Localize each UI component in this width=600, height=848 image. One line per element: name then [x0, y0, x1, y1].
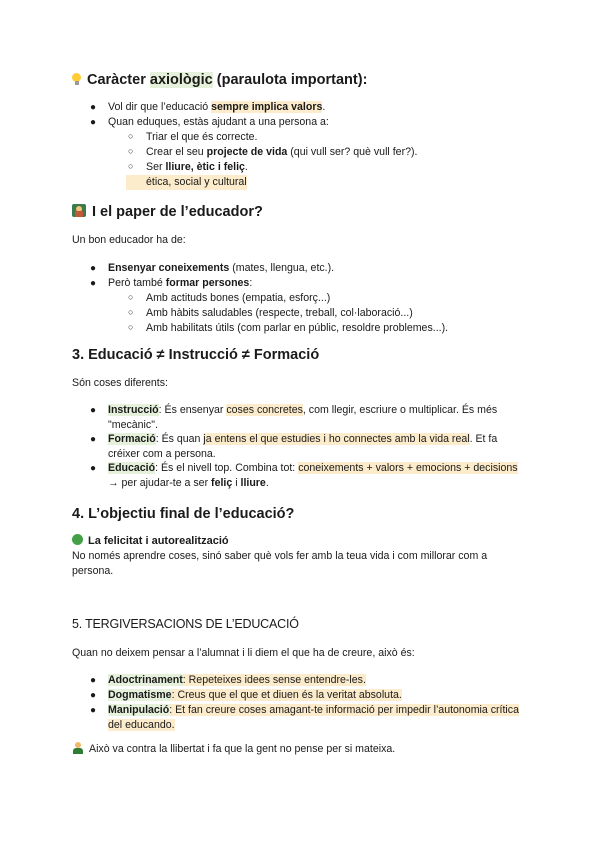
- sub-list-item: Triar el que és correcte.: [146, 131, 258, 143]
- bullet: ●: [90, 278, 97, 289]
- circle-bullet: ○: [128, 161, 134, 171]
- sub-list-item: Amb hàbits saludables (respecte, treball, col·laboració...): [146, 307, 413, 319]
- bullet: ●: [90, 675, 97, 686]
- lightbulb-icon: [72, 73, 81, 85]
- paragraph: Un bon educador ha de:: [72, 234, 186, 246]
- circle-bullet: ○: [128, 292, 134, 302]
- circle-bullet: ○: [128, 131, 134, 141]
- bullet: ●: [90, 263, 97, 274]
- sub-list-item: Amb actituds bones (empatia, esforç...): [146, 292, 331, 304]
- section-3-heading: 3. Educació ≠ Instrucció ≠ Formació: [72, 347, 320, 363]
- paragraph: No només aprendre coses, sinó saber què vols fer amb la teua vida i com millorar com a persona.: [72, 550, 488, 577]
- list-item: Ensenyar coneixements (mates, llengua, etc.).: [108, 262, 335, 274]
- subheading: La felicitat i autorealització: [72, 534, 229, 547]
- paragraph: Són coses diferents:: [72, 377, 168, 389]
- bullet: ●: [90, 102, 97, 113]
- list-item: Però també formar persones:: [108, 277, 253, 289]
- list-item: Manipulació: Et fan creure coses amagant-te informació per impedir l’autonomia crítica del educando.: [108, 704, 519, 731]
- circle-bullet: ○: [128, 307, 134, 317]
- list-item: Educació: És el nivell top. Combina tot: coneixements + valors + emocions + decisions → per ajudar-te a ser feliç i lliure.: [108, 462, 518, 489]
- bullet: ●: [90, 705, 97, 716]
- sub-list-item: Amb habilitats útils (com parlar en públic, resoldre problemes...).: [146, 322, 449, 334]
- green-circle-icon: [72, 534, 83, 545]
- list-item: Quan eduques, estàs ajudant a una persona a:: [108, 116, 329, 128]
- list-item: Adoctrinament: Repeteixes idees sense entendre-les.: [108, 674, 366, 686]
- section-4-heading: 4. L’objectiu final de l’educació?: [72, 506, 295, 522]
- section-1-heading: Caràcter axiològic (paraulota important):: [72, 72, 367, 88]
- list-item: Instrucció: És ensenyar coses concretes, com llegir, escriure o multiplicar. És més "mecànic".: [108, 404, 498, 431]
- teacher-icon: [72, 204, 86, 217]
- sub-list-item: Ser lliure, ètic i feliç.: [146, 161, 248, 173]
- bullet: ●: [90, 117, 97, 128]
- bullet: ●: [90, 434, 97, 445]
- circle-bullet: ○: [128, 146, 134, 156]
- list-item: Vol dir que l’educació sempre implica valors.: [108, 101, 326, 113]
- section-5-heading: 5. TERGIVERSACIONS DE L’EDUCACIÓ: [72, 617, 299, 631]
- section-2-heading: I el paper de l’educador?: [72, 204, 263, 220]
- list-item: Formació: És quan ja entens el que estudies i ho connectes amb la vida real. Et fa créixer com a persona.: [108, 433, 498, 460]
- sub-list-item: ética, social y cultural: [126, 175, 247, 190]
- sub-list-item: Crear el seu projecte de vida (qui vull ser? què vull fer?).: [146, 146, 418, 158]
- person-icon: [72, 742, 84, 754]
- bullet: ●: [90, 405, 97, 416]
- bullet: ●: [90, 463, 97, 474]
- paragraph: Quan no deixem pensar a l’alumnat i li diem el que ha de creure, això és:: [72, 647, 415, 659]
- list-item: Dogmatisme: Creus que el que et diuen és la veritat absoluta.: [108, 689, 402, 701]
- circle-bullet: ○: [128, 322, 134, 332]
- closing-paragraph: Això va contra la llibertat i fa que la gent no pense per si mateixa.: [72, 742, 395, 757]
- bullet: ●: [90, 690, 97, 701]
